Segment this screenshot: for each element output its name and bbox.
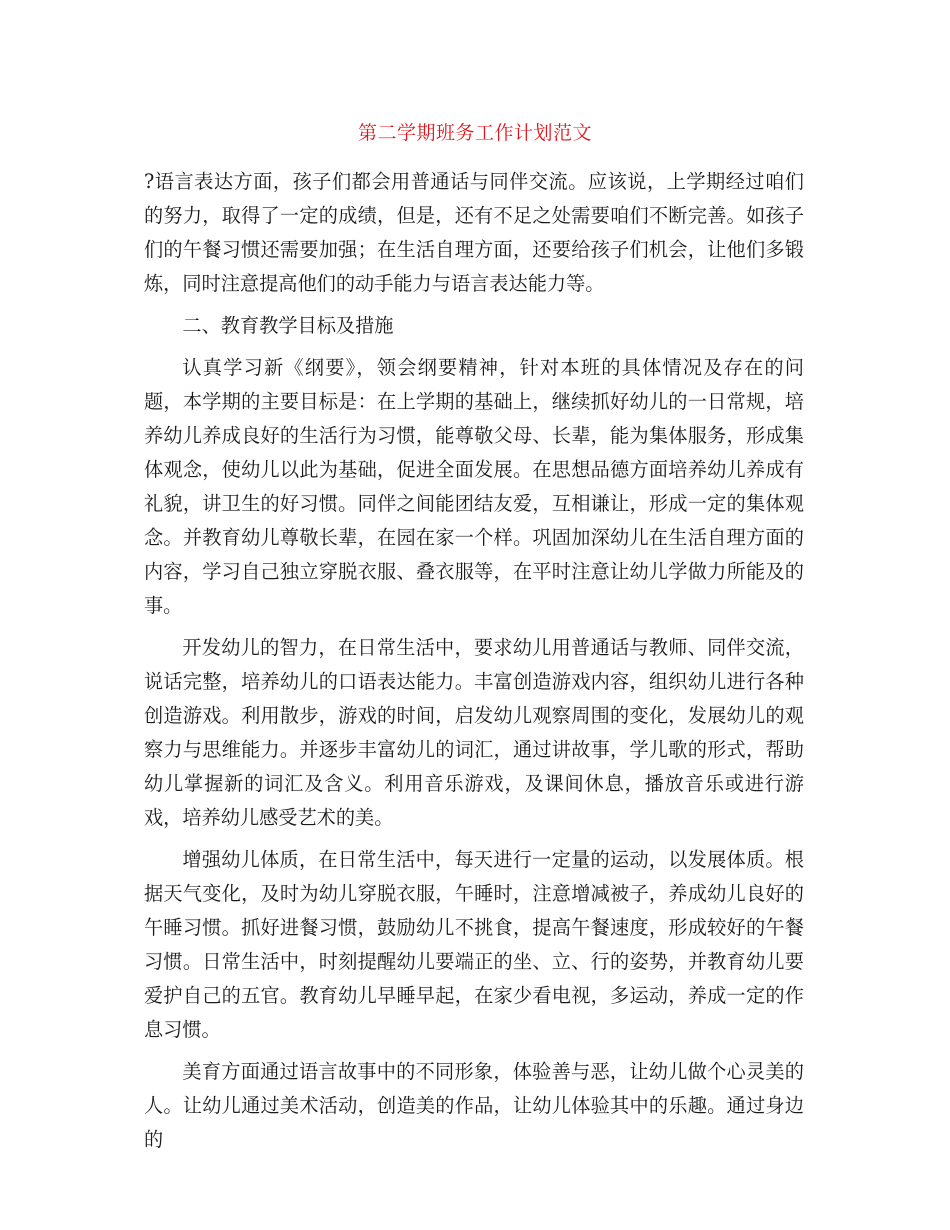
- paragraph-intro: ?语言表达方面，孩子们都会用普通话与同伴交流。应该说，上学期经过咱们的努力，取得了一定的成绩，但是，还有不足之处需要咱们不断完善。如孩子们的午餐习惯还需要加强；在生活自理方面，还要给孩子们机会，让他们多锻炼，同时注意提高他们的动手能力与语言表达能力等。: [144, 170, 804, 295]
- document-title: 第二学期班务工作计划范文: [357, 122, 592, 144]
- document-body: [144, 165, 804, 1165]
- paragraph-aesthetics: 美育方面通过语言故事中的不同形象，体验善与恶，让幼儿做个心灵美的人。让幼儿通过美术活动，创造美的作品，让幼儿体验其中的乐趣。通过身边的: [144, 1060, 804, 1151]
- section-heading-goals: 二、教育教学目标及措施: [182, 314, 394, 337]
- paragraph-physique: 增强幼儿体质，在日常生活中，每天进行一定量的运动，以发展体质。根据天气变化，及时为幼儿穿脱衣服，午睡时，注意增减被子，养成幼儿良好的午睡习惯。抓好进餐习惯，鼓励幼儿不挑食，提高午餐速度，形成较好的午餐习惯。日常生活中，时刻提醒幼儿要端正的坐、立、行的姿势，并教育幼儿要爱护自己的五官。教育幼儿早睡早起，在家少看电视，多运动，养成一定的作息习惯。: [144, 848, 804, 1041]
- paragraph-intellect: 开发幼儿的智力，在日常生活中，要求幼儿用普通话与教师、同伴交流，说话完整，培养幼儿的口语表达能力。丰富创造游戏内容，组织幼儿进行各种创造游戏。利用散步，游戏的时间，启发幼儿观察周围的变化，发展幼儿的观察力与思维能力。并逐步丰富幼儿的词汇，通过讲故事，学儿歌的形式，帮助幼儿掌握新的词汇及含义。利用音乐游戏，及课间休息，播放音乐或进行游戏，培养幼儿感受艺术的美。: [144, 636, 804, 829]
- paragraph-goals: 认真学习新《纲要》，领会纲要精神，针对本班的具体情况及存在的问题，本学期的主要目标是：在上学期的基础上，继续抓好幼儿的一日常规，培养幼儿养成良好的生活行为习惯，能尊敬父母、长辈，能为集体服务，形成集体观念，使幼儿以此为基础，促进全面发展。在思想品德方面培养幼儿养成有礼貌，讲卫生的好习惯。同伴之间能团结友爱，互相谦让，形成一定的集体观念。并教育幼儿尊敬长辈，在园在家一个样。巩固加深幼儿在生活自理方面的内容，学习自己独立穿脱衣服、叠衣服等，在平时注意让幼儿学做力所能及的事。: [144, 356, 804, 617]
